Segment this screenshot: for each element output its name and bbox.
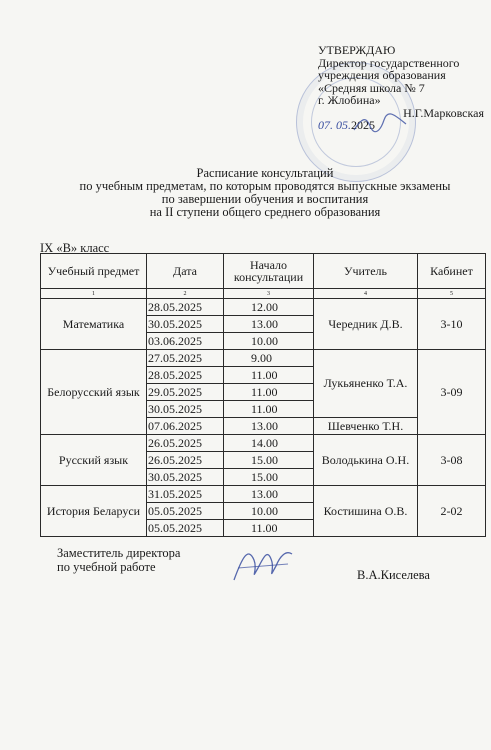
table-row bbox=[41, 299, 486, 316]
header-date: Дата bbox=[147, 254, 224, 289]
date-cell: 28.05.2025 bbox=[147, 367, 224, 384]
subject-cell: Белорусский язык bbox=[41, 350, 147, 435]
time-cell: 10.00 bbox=[224, 333, 314, 350]
director-signature bbox=[350, 112, 410, 136]
column-number: 5 bbox=[418, 289, 486, 299]
column-number: 4 bbox=[314, 289, 418, 299]
teacher-cell: Лукьяненко Т.А. bbox=[314, 350, 418, 418]
deputy-title: Заместитель директора bbox=[57, 546, 181, 560]
approval-date-year: 2025 bbox=[351, 118, 375, 132]
date-cell: 05.05.2025 bbox=[147, 503, 224, 520]
time-cell: 13.00 bbox=[224, 486, 314, 503]
deputy-signature bbox=[228, 538, 298, 588]
time-cell: 13.00 bbox=[224, 418, 314, 435]
title-line: на II ступени общего среднего образования bbox=[149, 205, 381, 219]
subject-cell: Математика bbox=[41, 299, 147, 350]
header-row bbox=[41, 254, 486, 289]
header-start-time: Начало консультации bbox=[224, 254, 314, 289]
time-cell: 13.00 bbox=[224, 316, 314, 333]
room-cell: 3-09 bbox=[418, 350, 486, 435]
approval-line: г. Жлобина» bbox=[318, 93, 381, 107]
time-cell: 12.00 bbox=[224, 299, 314, 316]
title-line: Расписание консультаций bbox=[196, 166, 334, 180]
approval-date-handwritten: 07. 05. bbox=[318, 118, 351, 132]
deputy-name: В.А.Киселева bbox=[357, 568, 430, 582]
approval-line: учреждения образования bbox=[318, 68, 446, 82]
room-cell: 3-10 bbox=[418, 299, 486, 350]
table-row bbox=[41, 350, 486, 367]
header-teacher: Учитель bbox=[314, 254, 418, 289]
title-line: по учебным предметам, по которым проводятся выпускные экзамены bbox=[79, 179, 451, 193]
room-cell: 3-08 bbox=[418, 435, 486, 486]
date-cell: 03.06.2025 bbox=[147, 333, 224, 350]
teacher-cell: Володькина О.Н. bbox=[314, 435, 418, 486]
date-cell: 26.05.2025 bbox=[147, 452, 224, 469]
date-cell: 29.05.2025 bbox=[147, 384, 224, 401]
header-subject: Учебный предмет bbox=[41, 254, 147, 289]
date-cell: 30.05.2025 bbox=[147, 316, 224, 333]
date-cell: 05.05.2025 bbox=[147, 520, 224, 537]
date-cell: 27.05.2025 bbox=[147, 350, 224, 367]
time-cell: 10.00 bbox=[224, 503, 314, 520]
date-cell: 30.05.2025 bbox=[147, 401, 224, 418]
header-room: Кабинет bbox=[418, 254, 486, 289]
time-cell: 15.00 bbox=[224, 452, 314, 469]
room-cell: 2-02 bbox=[418, 486, 486, 537]
time-cell: 11.00 bbox=[224, 367, 314, 384]
teacher-cell: Чередник Д.В. bbox=[314, 299, 418, 350]
document-title bbox=[40, 167, 490, 219]
table-row bbox=[41, 435, 486, 452]
subject-cell: Русский язык bbox=[41, 435, 147, 486]
time-cell: 11.00 bbox=[224, 401, 314, 418]
approval-line: Директор государственного bbox=[318, 55, 460, 70]
date-cell: 07.06.2025 bbox=[147, 418, 224, 435]
table-row bbox=[41, 486, 486, 503]
time-cell: 9.00 bbox=[224, 350, 314, 367]
deputy-block bbox=[57, 546, 180, 574]
column-number: 2 bbox=[147, 289, 224, 299]
date-cell: 31.05.2025 bbox=[147, 486, 224, 503]
title-line: по завершении обучения и воспитания bbox=[161, 192, 369, 206]
date-cell: 28.05.2025 bbox=[147, 299, 224, 316]
consultation-schedule-table bbox=[40, 253, 486, 537]
column-number-row bbox=[41, 289, 486, 299]
date-cell: 26.05.2025 bbox=[147, 435, 224, 452]
class-label: IX «В» класс bbox=[40, 241, 110, 255]
teacher-cell: Шевченко Т.Н. bbox=[314, 418, 418, 435]
deputy-title: по учебной работе bbox=[57, 560, 156, 574]
time-cell: 14.00 bbox=[224, 435, 314, 452]
time-cell: 11.00 bbox=[224, 520, 314, 537]
approval-heading: УТВЕРЖДАЮ bbox=[318, 43, 396, 57]
approval-line: «Средняя школа № 7 bbox=[318, 80, 425, 95]
director-name: Н.Г.Марковская bbox=[403, 105, 484, 120]
time-cell: 11.00 bbox=[224, 384, 314, 401]
date-cell: 30.05.2025 bbox=[147, 469, 224, 486]
subject-cell: История Беларуси bbox=[41, 486, 147, 537]
teacher-cell: Костишина О.В. bbox=[314, 486, 418, 537]
time-cell: 15.00 bbox=[224, 469, 314, 486]
column-number: 1 bbox=[41, 289, 147, 299]
column-number: 3 bbox=[224, 289, 314, 299]
